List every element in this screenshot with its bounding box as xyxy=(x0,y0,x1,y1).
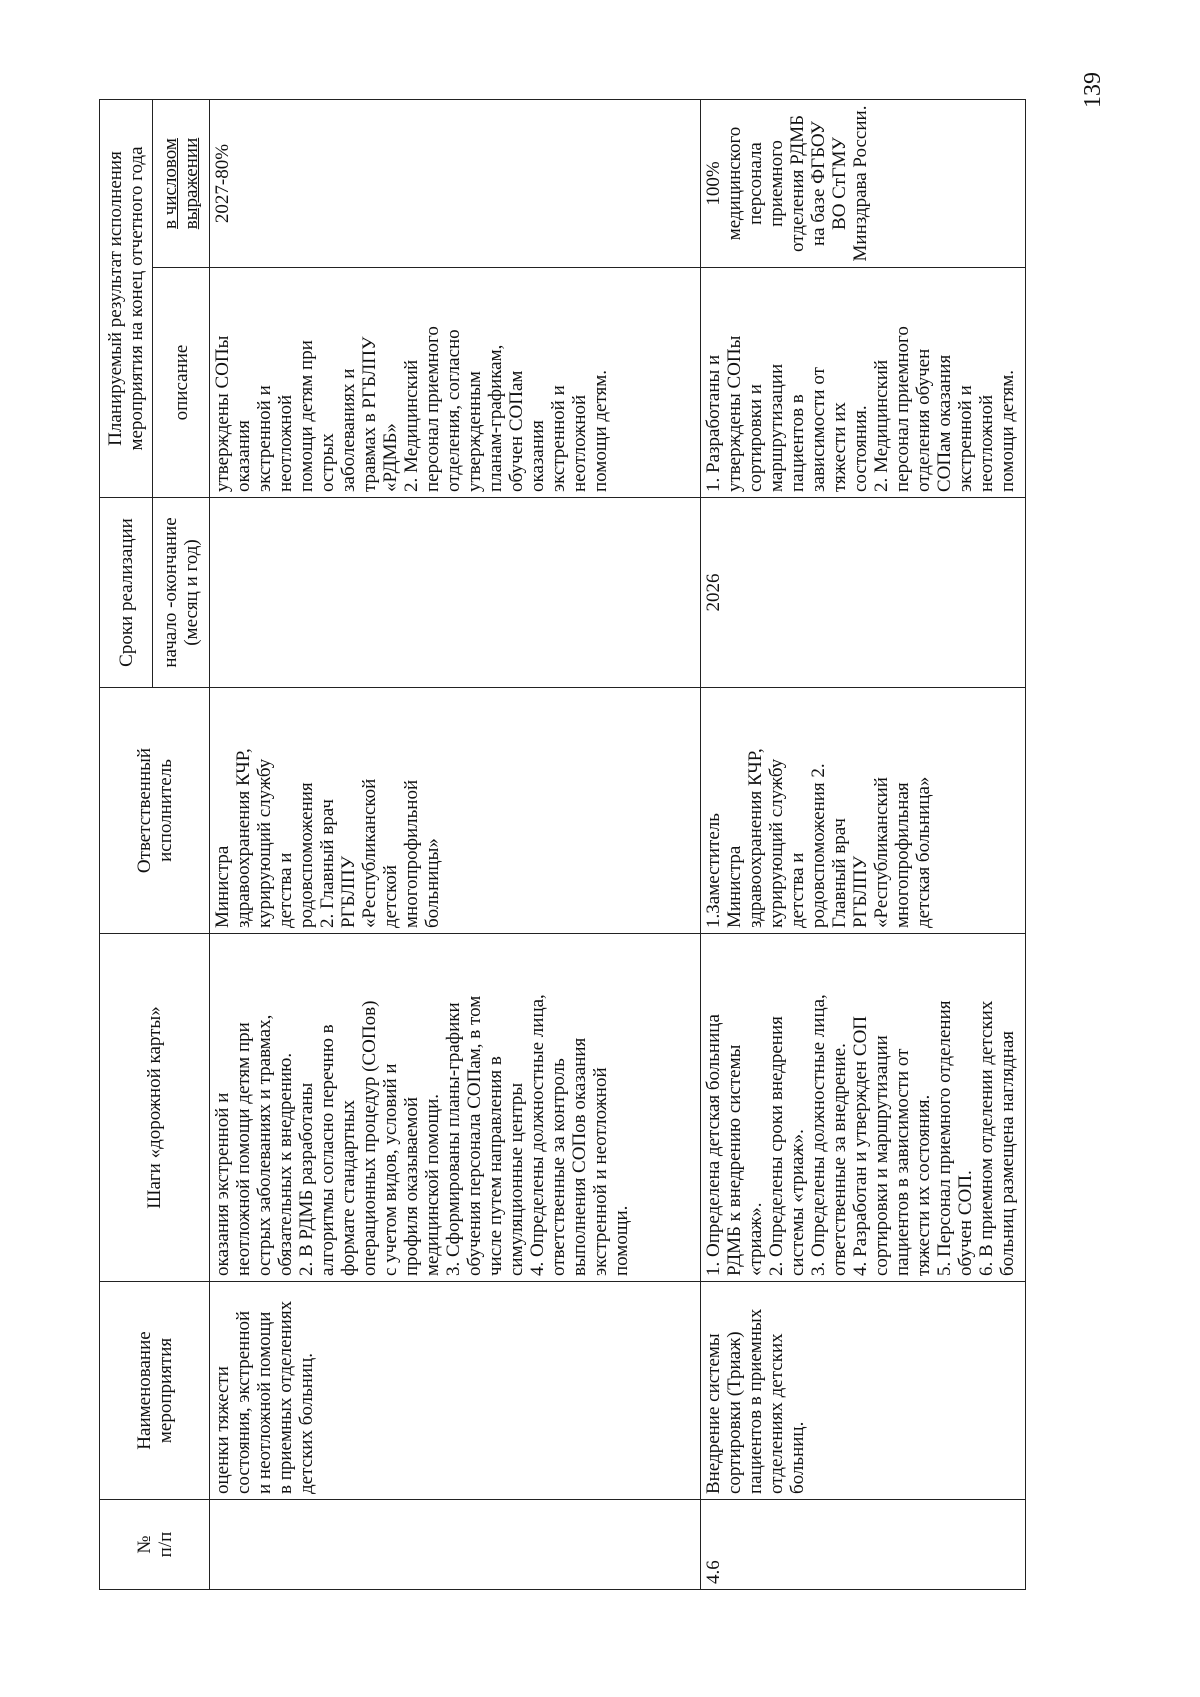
row-executor: 1.Заместитель Министра здравоохранения КЧР, курирующий службу детства и родовспоможения 2. Главный врач РГБЛПУ «Республиканский многопрофильная детская больница» xyxy=(701,688,1026,934)
header-steps: Шаги «дорожной карты» xyxy=(100,934,210,1282)
header-terms: Сроки реализации xyxy=(100,498,153,688)
header-name: Наименование мероприятия xyxy=(100,1282,210,1500)
row-result-desc: 1. Разработаны и утверждены СОПы сортировки и маршрутизации пациентов в зависимости от тяжести их состояния. 2. Медицинский персонал приемного отделения обучен СОПам оказания экстренной и неотложной помощи детям. xyxy=(701,268,1026,498)
row-result-num: 2027-80% xyxy=(210,100,701,268)
header-result-desc: описание xyxy=(153,268,210,498)
header-result: Планируемый результат исполнения мероприятия на конец отчетного года xyxy=(100,100,153,498)
row-result-num: 100% медицинского персонала приемного отделения РДМБ на базе ФГБОУ ВО СтГМУ Минздрава России. xyxy=(701,100,1026,268)
row-num xyxy=(210,1500,701,1590)
header-terms-sub: начало -окончание (месяц и год) xyxy=(153,498,210,688)
page-number: 139 xyxy=(1080,72,1106,108)
row-steps: оказания экстренной и неотложной помощи детям при острых заболеваниях и травмах, обязательных к внедрению. 2. В РДМБ разработаны алгоритмы согласно перечню в формате стандартных операционных процедур (СОПов) с учетом видов, условий и профиля оказываемой медицинской помощи. 3. Сформированы планы-графики обучения персонала СОПам, в том числе путем направления в симуляционные центры 4. Определены должностные лица, ответственные за контроль выполнения СОПов оказания экстренной и неотложной помощи. xyxy=(210,934,701,1282)
roadmap-table-container xyxy=(99,100,1079,1590)
row-name: оценки тяжести состояния, экстренной и неотложной помощи в приемных отделениях детских больниц. xyxy=(210,1282,701,1500)
header-executor: Ответственный исполнитель xyxy=(100,688,210,934)
row-num: 4.6 xyxy=(701,1500,1026,1590)
row-executor: Министра здравоохранения КЧР, курирующий службу детства и родовспоможения 2. Главный врач РГБЛПУ «Республиканской детской многопрофильной больницы» xyxy=(210,688,701,934)
table-row xyxy=(701,100,1026,1590)
row-result-desc: утверждены СОПы оказания экстренной и неотложной помощи детям при острых заболеваниях и травмах в РГБЛПУ «РДМБ» 2. Медицинский персонал приемного отделения, согласно утвержденным планам-графикам, обучен СОПам оказания экстренной и неотложной помощи детям. xyxy=(210,268,701,498)
roadmap-table xyxy=(99,99,1026,1590)
row-terms: 2026 xyxy=(701,498,1026,688)
header-num: № п/п xyxy=(100,1500,210,1590)
row-steps: 1. Определена детская больница РДМБ к внедрению системы «триаж». 2. Определены сроки внедрения системы «триаж». 3. Определены должностные лица, ответственные за внедрение. 4. Разработан и утвержден СОП сортировки и маршрутизации пациентов в зависимости от тяжести их состояния. 5. Персонал приемного отделения обучен СОП. 6. В приемном отделении детских больниц размещена наглядная xyxy=(701,934,1026,1282)
header-row xyxy=(100,100,153,1590)
header-result-num: в числовом выражении xyxy=(153,100,210,268)
row-terms xyxy=(210,498,701,688)
table-row xyxy=(210,100,701,1590)
row-name: Внедрение системы сортировки (Триаж) пациентов в приемных отделениях детских больниц. xyxy=(701,1282,1026,1500)
